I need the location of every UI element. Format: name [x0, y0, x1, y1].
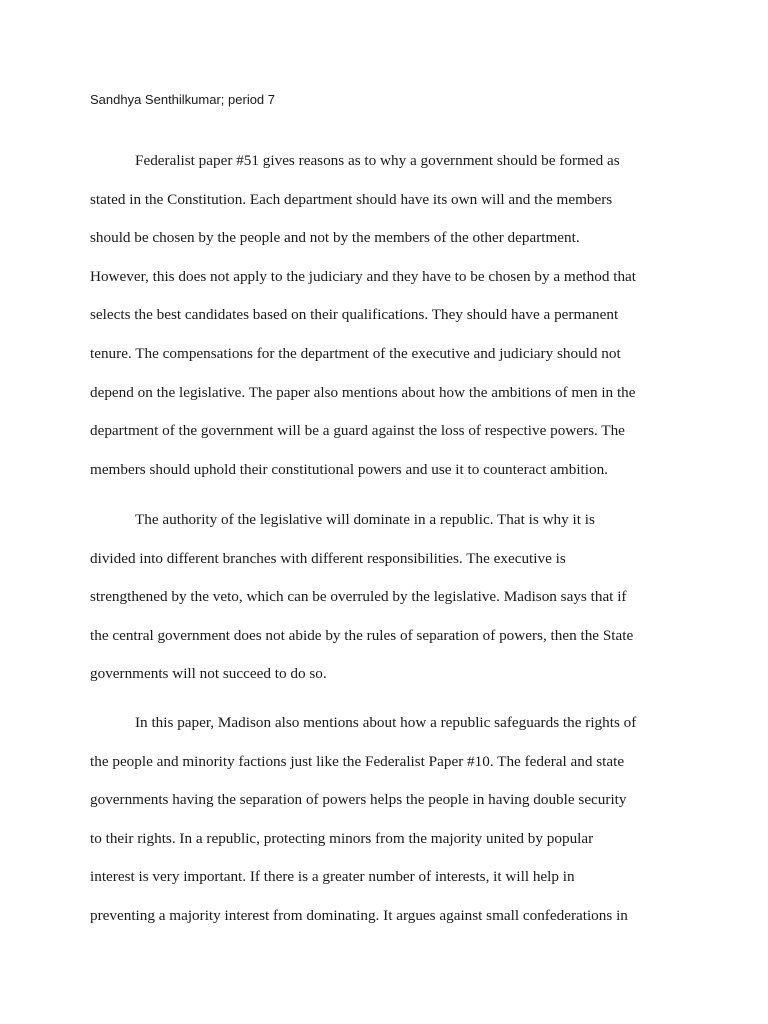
- text-line: However, this does not apply to the judiciary and they have to be chosen by a method that: [90, 267, 637, 285]
- paragraph-3: [90, 704, 690, 936]
- text-line: the central government does not abide by the rules of separation of powers, then the State: [90, 626, 634, 644]
- text-line: Federalist paper #51 gives reasons as to why a government should be formed as: [135, 152, 620, 169]
- paragraph-2: [90, 501, 690, 694]
- text-line: stated in the Constitution. Each department should have its own will and the members: [90, 190, 613, 208]
- text-line: members should uphold their constitutional powers and use it to counteract ambition.: [90, 460, 608, 478]
- text-line: interest is very important. If there is a greater number of interests, it will help in: [90, 868, 575, 886]
- text-line: governments having the separation of powers helps the people in having double security: [90, 791, 627, 809]
- text-line: the people and minority factions just like the Federalist Paper #10. The federal and state: [90, 752, 625, 770]
- text-line: department of the government will be a guard against the loss of respective powers. The: [90, 422, 625, 440]
- text-line: depend on the legislative. The paper also mentions about how the ambitions of men in the: [90, 383, 636, 401]
- text-line: strengthened by the veto, which can be overruled by the legislative. Madison says that if: [90, 588, 627, 606]
- text-line: In this paper, Madison also mentions about how a republic safeguards the rights of: [135, 714, 637, 731]
- text-line: selects the best candidates based on their qualifications. They should have a permanent: [90, 306, 619, 324]
- text-line: governments will not succeed to do so.: [90, 665, 327, 683]
- text-line: tenure. The compensations for the department of the executive and judiciary should not: [90, 344, 621, 362]
- author-line: Sandhya Senthilkumar; period 7: [90, 92, 276, 107]
- text-line: divided into different branches with different responsibilities. The executive is: [90, 549, 566, 567]
- paragraph-1: [90, 142, 690, 489]
- text-line: should be chosen by the people and not by the members of the other department.: [90, 229, 580, 247]
- text-line: The authority of the legislative will dominate in a republic. That is why it is: [135, 511, 595, 528]
- text-line: preventing a majority interest from dominating. It argues against small confederations in: [90, 906, 628, 924]
- text-line: to their rights. In a republic, protecting minors from the majority united by popular: [90, 829, 594, 847]
